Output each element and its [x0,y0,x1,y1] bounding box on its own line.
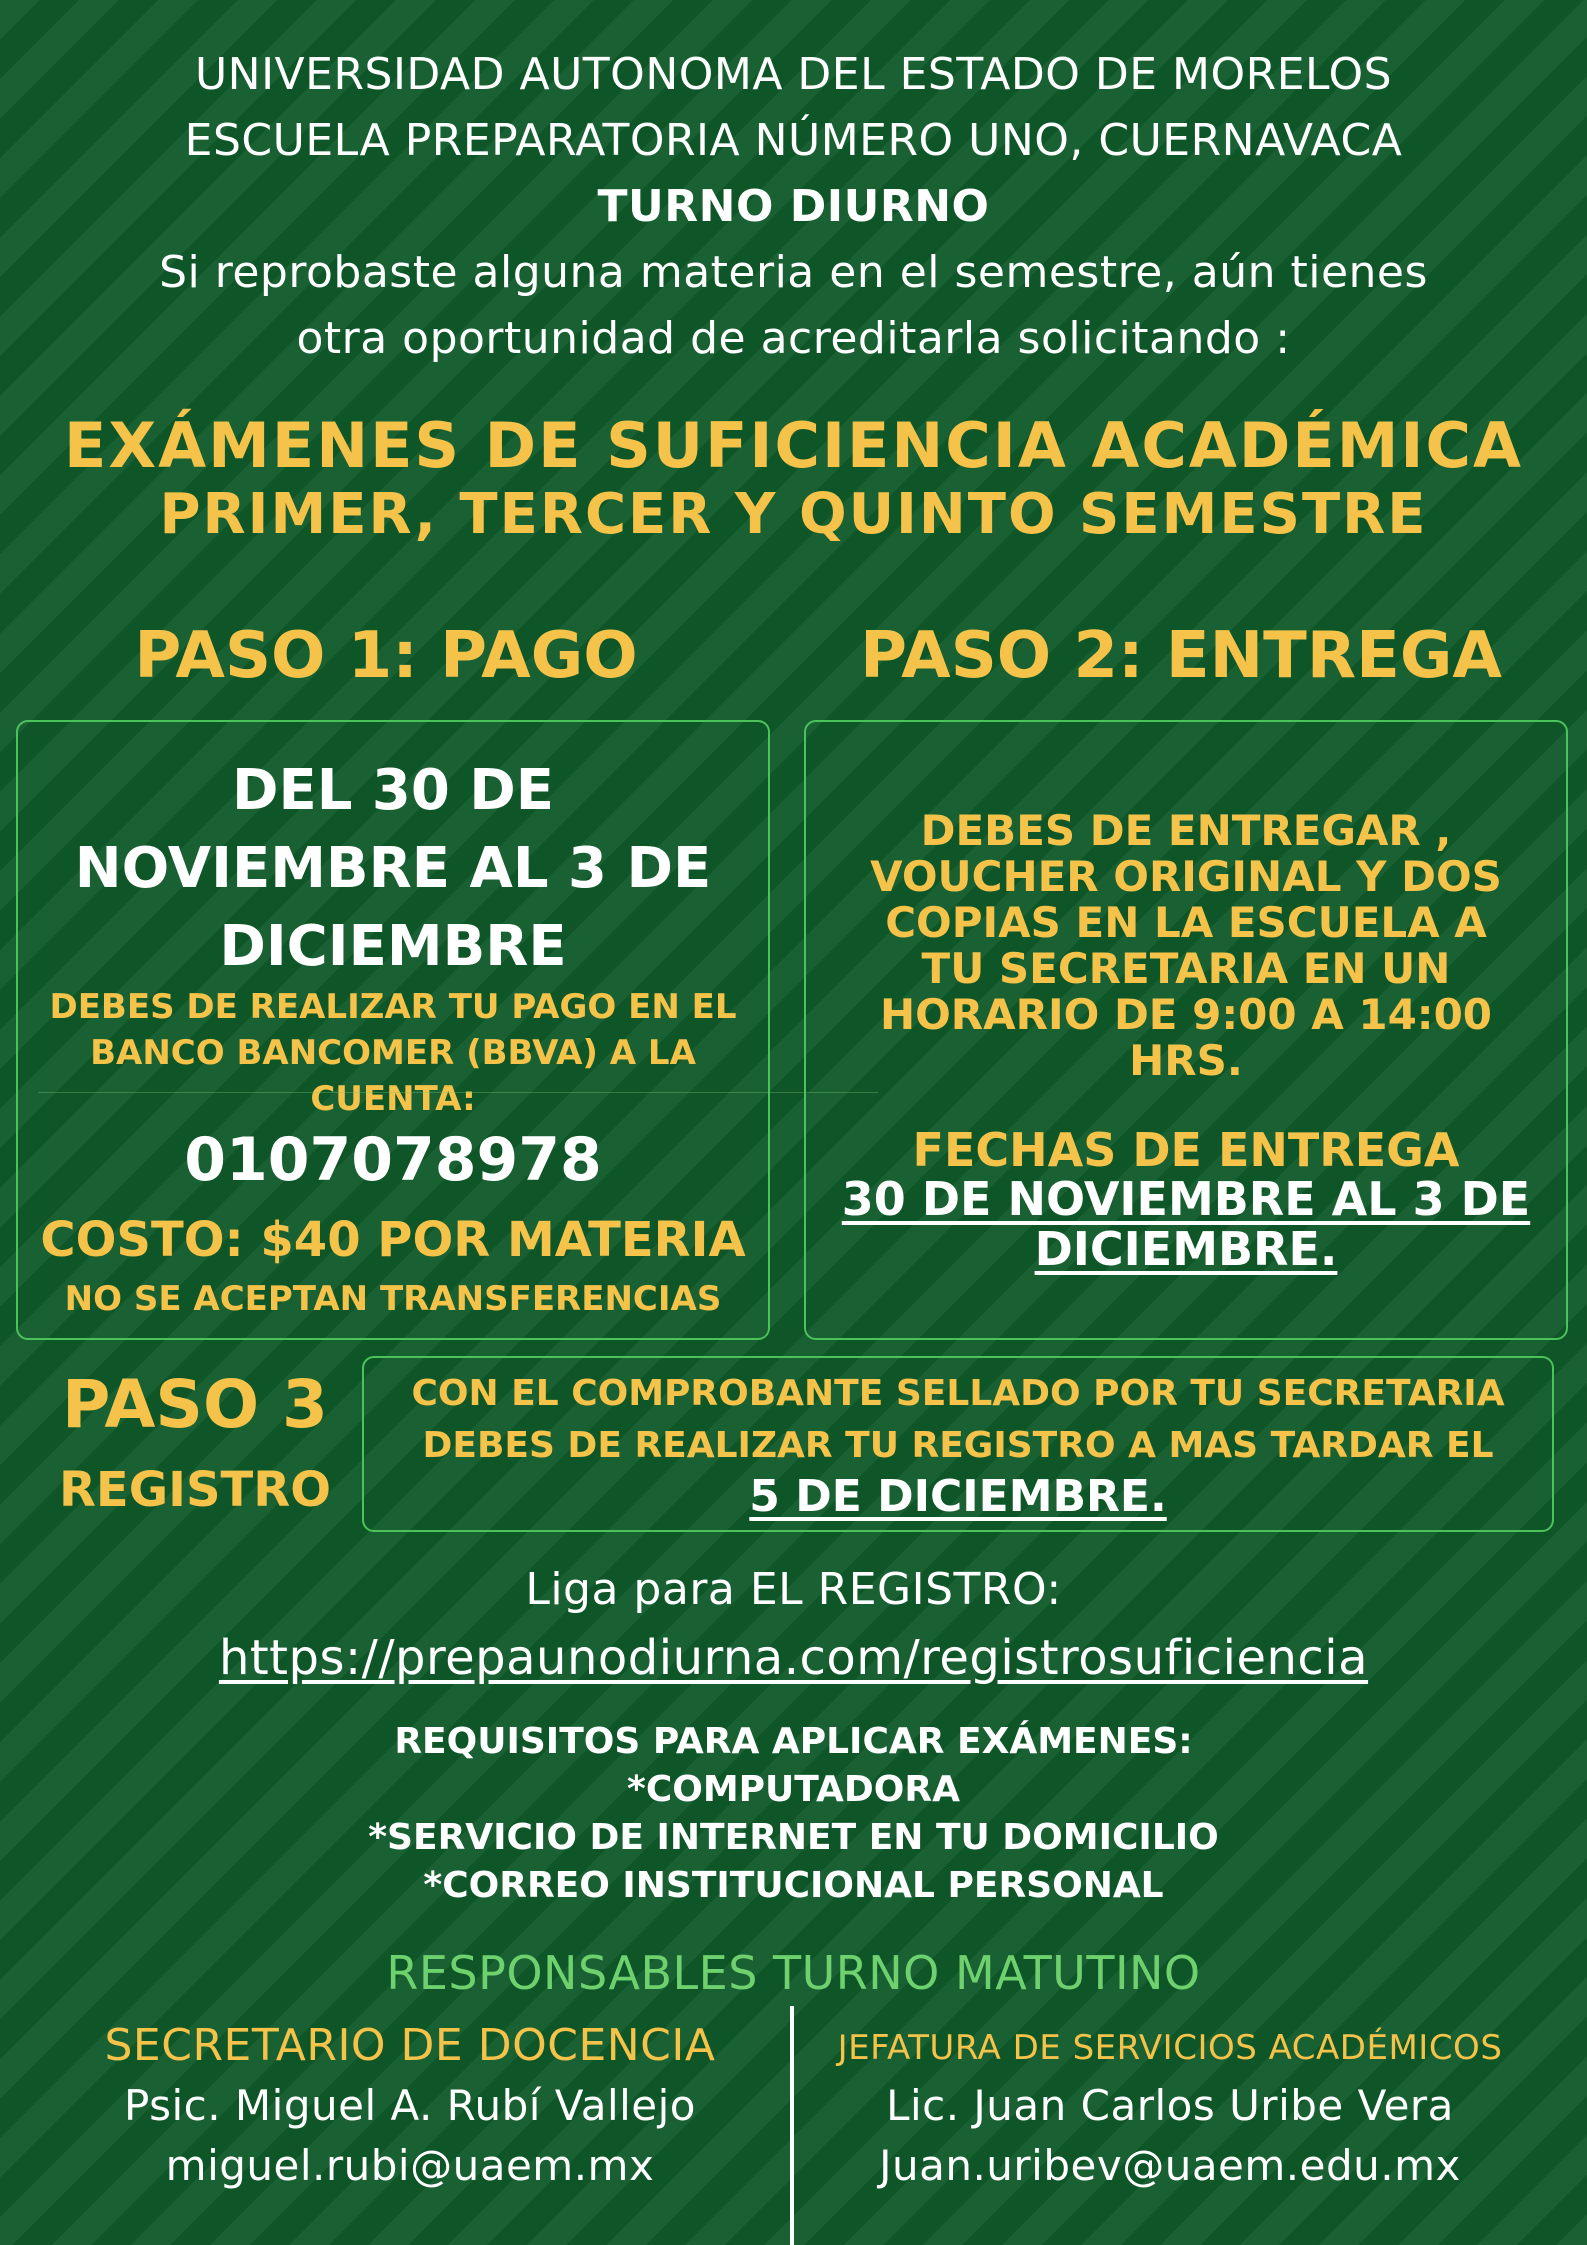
step2-box [804,720,1568,1340]
delivery-dates [806,1174,1566,1274]
step2-instr-line-2: VOUCHER ORIGINAL Y DOS [870,852,1502,901]
step1-dates-line-1: DEL 30 DE [231,758,555,823]
step1-dates [18,752,768,986]
contact-right [800,2020,1540,2196]
registration-label: Liga para EL REGISTRO: [525,1564,1062,1615]
requirement-item: *COMPUTADORA [627,1769,960,1810]
no-transfers-note: NO SE ACEPTAN TRANSFERENCIAS [64,1279,722,1319]
shift-label: TURNO DIURNO [597,181,990,232]
school-name: ESCUELA PREPARATORIA NÚMERO UNO, CUERNAVACA [184,115,1403,166]
contact-right-name: Lic. Juan Carlos Uribe Vera [886,2081,1454,2130]
main-title: EXÁMENES DE SUFICIENCIA ACADÉMICA [64,409,1523,482]
contact-right-role: JEFATURA DE SERVICIOS ACADÉMICOS [837,2028,1503,2068]
contact-right-email[interactable]: Juan.uribev@uaem.edu.mx [879,2141,1461,2190]
requirements-block [0,1718,1587,1910]
step1-instr-line-1: DEBES DE REALIZAR TU PAGO EN EL [49,987,737,1027]
step1-box [16,720,770,1340]
cost-label: COSTO: $40 POR MATERIA [40,1212,746,1268]
step3-instructions [364,1368,1552,1472]
delivery-dates-line-2: DICIEMBRE. [1034,1222,1338,1276]
contact-left [60,2016,760,2196]
requirements-heading: REQUISITOS PARA APLICAR EXÁMENES: [394,1721,1193,1762]
university-name: UNIVERSIDAD AUTONOMA DEL ESTADO DE MORELOS [194,49,1393,100]
step3-instr-line-2: DEBES DE REALIZAR TU REGISTRO A MAS TARDAR EL [422,1425,1494,1466]
step3-instr-line-1: CON EL COMPROBANTE SELLADO POR TU SECRETARIA [411,1373,1505,1414]
step2-instr-line-5: HORARIO DE 9:00 A 14:00 [879,990,1493,1039]
step3-heading: PASO 3 [62,1366,328,1443]
step1-heading: PASO 1: PAGO [134,619,638,693]
header-block [0,42,1587,372]
step3-subheading: REGISTRO [58,1462,332,1518]
delivery-dates-label: FECHAS DE ENTREGA [912,1123,1460,1177]
divider-line [38,1092,878,1093]
step2-heading: PASO 2: ENTREGA [860,619,1502,693]
sub-title: PRIMER, TERCER Y QUINTO SEMESTRE [159,482,1428,547]
intro-line-1: Si reprobaste alguna materia en el semestre, aún tienes [159,247,1428,298]
step2-instr-line-1: DEBES DE ENTREGAR , [920,806,1452,855]
registration-link-wrapper [0,1626,1587,1690]
step1-dates-line-3: DICIEMBRE [219,914,567,979]
delivery-dates-line-1: 30 DE NOVIEMBRE AL 3 DE [841,1172,1531,1226]
step2-instructions [806,808,1566,1084]
step1-instr-line-3: CUENTA: [310,1079,476,1119]
step2-instr-line-4: TU SECRETARIA EN UN [921,944,1451,993]
registration-link[interactable]: https://prepaunodiurna.com/registrosuficiencia [218,1630,1369,1686]
requirement-item: *CORREO INSTITUCIONAL PERSONAL [423,1865,1164,1906]
step2-instr-line-3: COPIAS EN LA ESCUELA A [885,898,1487,947]
contact-left-email[interactable]: miguel.rubi@uaem.mx [165,2141,655,2190]
registration-deadline: 5 DE DICIEMBRE. [749,1471,1167,1522]
step3-box [362,1356,1554,1532]
account-number: 0107078978 [184,1125,602,1195]
requirement-item: *SERVICIO DE INTERNET EN TU DOMICILIO [368,1817,1219,1858]
step2-instr-line-6: HRS. [1129,1036,1243,1085]
contact-left-role: SECRETARIO DE DOCENCIA [104,2020,716,2071]
contacts-divider [790,2006,794,2245]
step1-instructions [18,984,768,1122]
contact-left-name: Psic. Miguel A. Rubí Vallejo [123,2081,697,2130]
intro-line-2: otra oportunidad de acreditarla solicitando : [296,313,1291,364]
step1-instr-line-2: BANCO BANCOMER (BBVA) A LA [90,1033,696,1073]
step1-dates-line-2: NOVIEMBRE AL 3 DE [74,836,712,901]
contacts-heading: RESPONSABLES TURNO MATUTINO [386,1946,1201,2000]
